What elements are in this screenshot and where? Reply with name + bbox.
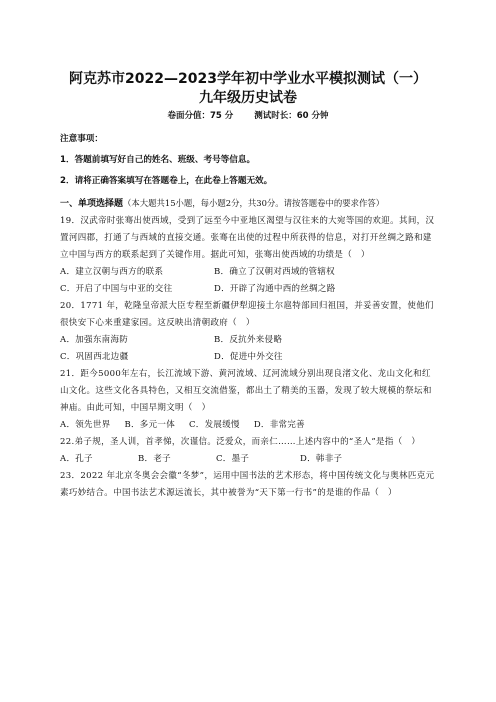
time-label: 测试时长：60 分钟: [254, 111, 329, 121]
section-heading: [60, 195, 436, 213]
option-c: C．巩固西北边疆: [60, 352, 129, 362]
option-a: A．孔子: [60, 454, 93, 464]
option-a: A．建立汉朝与西方的联系: [60, 267, 164, 277]
note-item: 1．答题前填写好自己的姓名、班级、考号等信息。: [60, 155, 256, 165]
option-a: A．领先世界: [60, 420, 111, 430]
question-stem: 20．1771 年，乾隆皇帝派大臣专程至新疆伊犁迎接土尔扈特部回归祖国，并妥善安置，使他们很快安下心来重建家园。这反映出清朝政府（ ）: [60, 301, 434, 328]
option-d: D．促进中外交往: [214, 352, 283, 362]
note-item: 2．请将正确答案填写在答题卷上，在此卷上答题无效。: [60, 176, 273, 186]
option-b: B．多元一体: [124, 420, 175, 430]
option-row: [60, 451, 436, 468]
option-a: A．加强东南海防: [60, 335, 129, 345]
option-c: C．发展缓慢: [189, 420, 240, 430]
exam-meta: [60, 110, 436, 123]
option-row: [60, 417, 436, 434]
option-d: D．韩非子: [300, 454, 343, 464]
page-subtitle: 九年级历史试卷: [199, 90, 297, 106]
option-c: C．墨子: [216, 454, 250, 464]
option-d: D．开辟了沟通中西的丝绸之路: [214, 284, 336, 294]
option-b: B．确立了汉朝对西域的管辖权: [214, 267, 335, 277]
option-row: [60, 281, 436, 298]
section-instruction: （本大题共15小题，每小题2分，共30分。请按答题卷中的要求作答）: [123, 198, 385, 208]
question-stem: 23．2022 年北京冬奥会会徽“冬梦”，运用中国书法的艺术形态，将中国传统文化与奥林匹克元素巧妙结合。中国书法艺术源远流长，其中被誉为“天下第一行书”的是谁的作品（ ）: [60, 471, 435, 498]
option-row: [60, 349, 436, 366]
notes-heading: 注意事项：: [60, 134, 103, 144]
score-label: 卷面分值：75 分: [167, 111, 234, 121]
option-row: [60, 332, 436, 349]
question-stem: 21．距今5000年左右，长江流域下游、黄河流域、辽河流域分别出现良渚文化、龙山文化和红山文化。这些文化各具特色，又相互交流借鉴，都出土了精美的玉器，发现了较大规模的祭坛和神庙。由此可知，中国早期文明（ ）: [60, 369, 432, 413]
section-title: 一、单项选择题: [60, 199, 124, 209]
option-d: D．非常完善: [253, 420, 305, 430]
option-b: B．反抗外来侵略: [214, 335, 283, 345]
question-stem: 19．汉武帝时张骞出使西域，受到了远至今中亚地区渴望与汉往来的大宛等国的欢迎。其间，汉置河四郡，打通了与西域的直接交通。张骞在出使的过程中所获得的信息，对打开丝绸之路和建立中国与西方的联系起到了关键作用。据此可知，张骞出使西域的功绩是（ ）: [60, 216, 435, 260]
question-stem: 22.弟子规，圣人训，首孝悌，次谨信。泛爱众，而亲仁……上述内容中的“圣人”是指（ ）: [60, 437, 421, 447]
option-b: B．老子: [138, 454, 171, 464]
option-row: [60, 264, 436, 281]
option-c: C．开启了中国与中亚的交往: [60, 284, 173, 294]
page-title: 阿克苏市2022—2023学年初中学业水平模拟测试（一）: [69, 71, 427, 87]
